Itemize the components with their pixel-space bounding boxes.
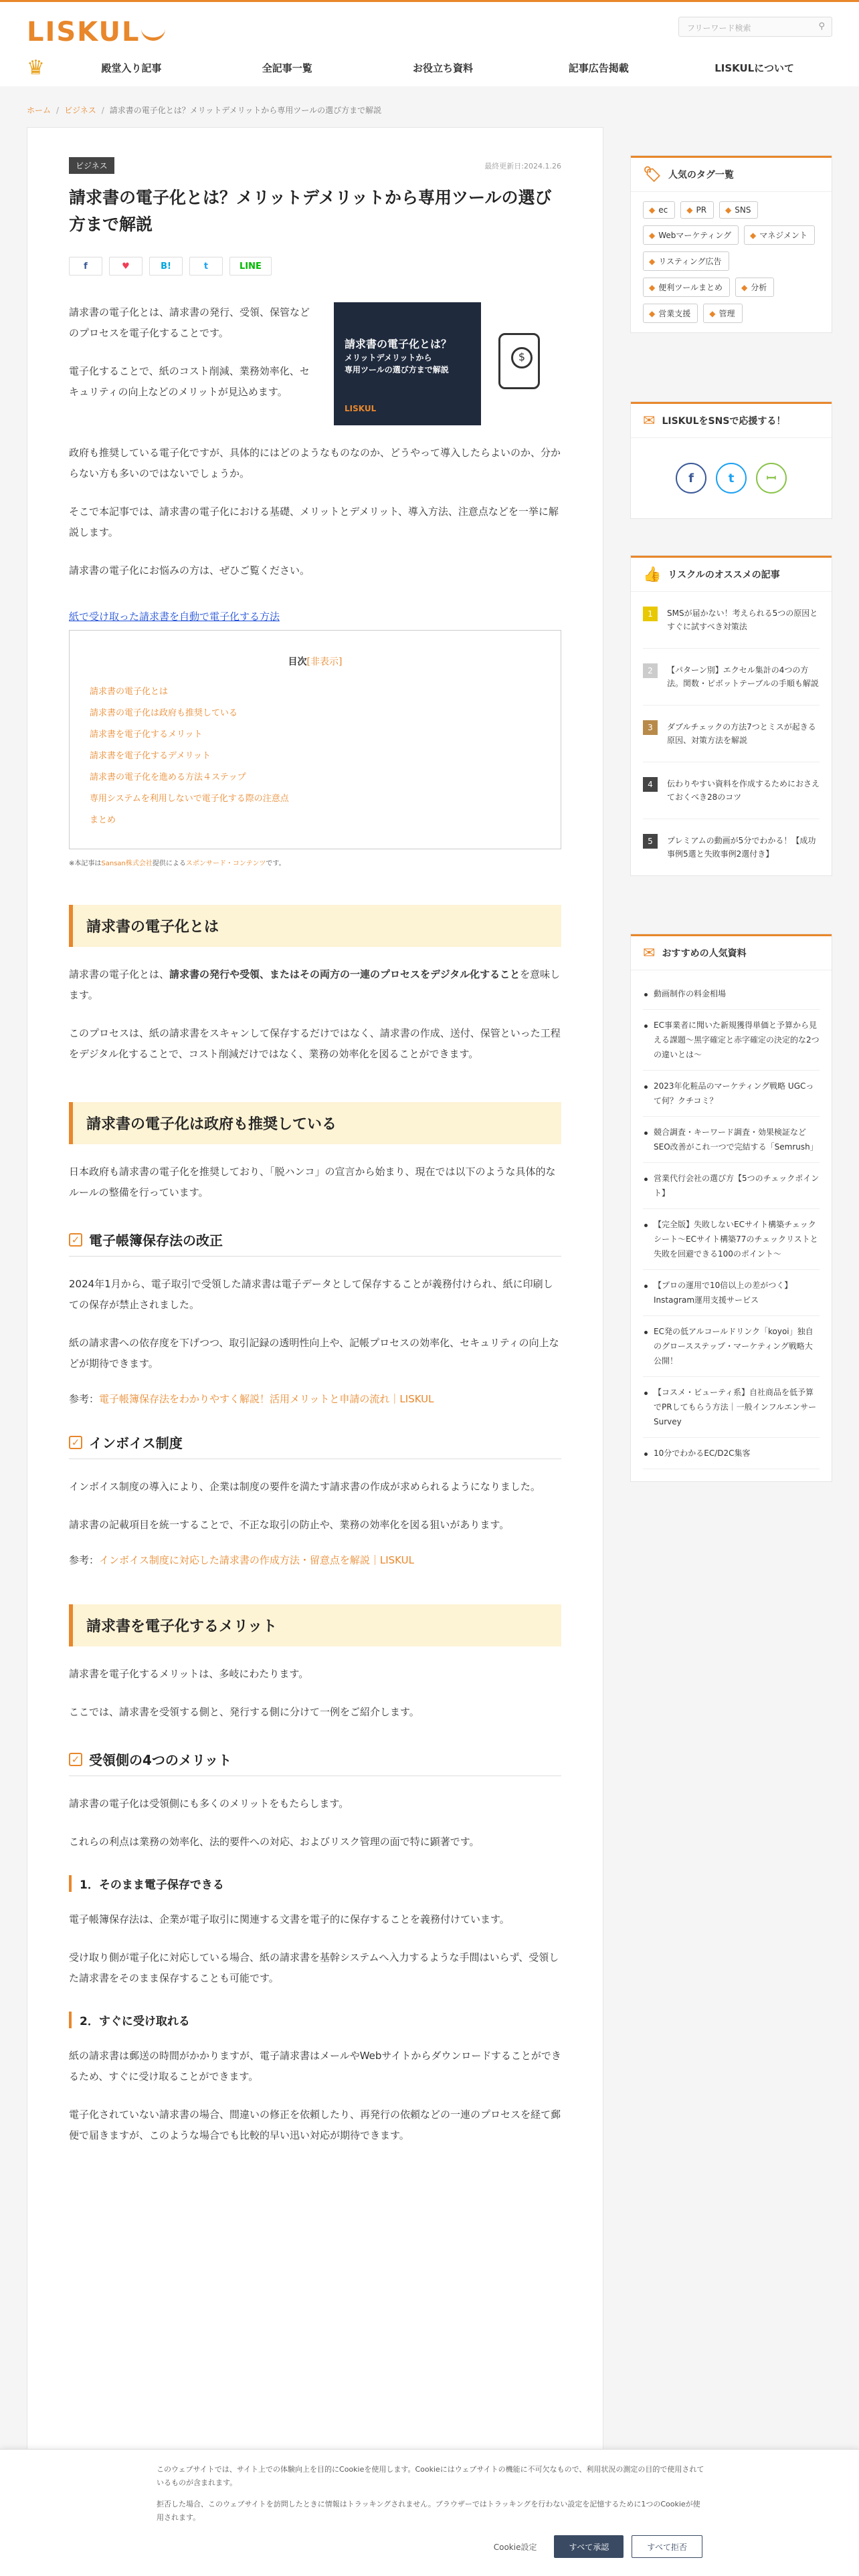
intro-paragraph: そこで本記事では、請求書の電子化における基礎、メリットとデメリット、導入方法、注意点などを一挙に解説します。 — [69, 506, 559, 538]
sns-feedly-button[interactable]: ꟷ — [756, 463, 787, 494]
intro-paragraph: 請求書の電子化にお悩みの方は、ぜひご覧ください。 — [69, 564, 310, 576]
toc-item[interactable]: 請求書の電子化を進める方法４ステップ — [90, 772, 246, 782]
sponsor-note: ※本記事はSansan株式会社提供によるスポンサード・コンテンツです。 — [69, 860, 286, 867]
tag-link[interactable]: ◆ リスティング広告 — [643, 251, 729, 271]
resource-link[interactable]: 2023年化粧品のマーケティング戦略 UGCって何？クチコミ？ — [643, 1071, 820, 1117]
reference-link[interactable]: インボイス制度に対応した請求書の作成方法・留意点を解説｜LISKUL — [99, 1554, 414, 1566]
resource-link[interactable]: 競合調査・キーワード調査・効果検証などSEO改善がこれ一つで完結する「Semrush」 — [643, 1117, 820, 1163]
tag-icon: 🏷 — [643, 166, 662, 183]
updated-date: 最終更新日:2024.1.26 — [484, 161, 561, 171]
resource-link[interactable]: 【プロの運用で10倍以上の差がつく】Instagram運用支援サービス — [643, 1270, 820, 1316]
eyecatch-image: 請求書の電子化とは？ メリットデメリットから 専用ツールの選び方まで解説 LISKUL $ — [334, 302, 561, 425]
sidebar-resources: ✉ おすすめの人気資料 動画制作の料金相場 EC事業者に聞いた新規獲得単価と予算から見える課題〜黒字確定と赤字確定の決定的な2つの違いとは〜 2023年化粧品のマーケティング戦略 UGCって何？クチコミ？ 競合調査・キーワード調査・効果検証などSEO改善がこれ一つで完結する「Semrush」 営業代行会社の選び方【5つのチェックポイント】 【完全版】失敗しないECサイト構築チェックシート〜ECサイト構築77のチェックリストと失敗を回避できる100のポイント〜 【プロの運用で10倍以上の差がつく】Instagram運用支援サービス EC発の低アルコールドリンク「koyoi」独自のグロースステップ・マーケティング戦略大公開！ 【コスメ・ビューティ系】自社商品を低予算でPRしてもらう方法｜一般インフルエンサーSurvey 10分でわかるEC/D2C集客 — [630, 934, 832, 1482]
recommended-article[interactable]: 3 ダブルチェックの方法7つとミスが起きる原因、対策方法を解説 — [643, 706, 820, 762]
reference: 参考：インボイス制度に対応した請求書の作成方法・留意点を解説｜LISKUL — [69, 1554, 414, 1566]
resource-link[interactable]: 営業代行会社の選び方【5つのチェックポイント】 — [643, 1163, 820, 1209]
cookie-text: このウェブサイトでは、サイト上での体験向上を目的にCookieを使用します。Cookieにはウェブサイトの機能に不可欠なもので、利用状況の測定の目的で使用されているものが含まれます。 — [157, 2465, 704, 2487]
nav-all-articles[interactable]: 全記事一覧 — [262, 62, 312, 74]
tag-link[interactable]: ◆ 便利ツールまとめ — [643, 278, 730, 297]
thumbs-up-icon: 👍 — [643, 566, 662, 583]
share-facebook-button[interactable]: f — [69, 257, 102, 276]
tag-link[interactable]: ◆ Webマーケティング — [643, 225, 739, 245]
breadcrumb-current: 請求書の電子化とは？メリットデメリットから専用ツールの選び方まで解説 — [109, 106, 382, 115]
section-heading: 請求書の電子化とは — [69, 905, 561, 947]
sponsored-link[interactable]: 紙で受け取った請求書を自動で電子化する方法 — [69, 611, 280, 623]
minor-heading: 1．そのまま電子保存できる — [69, 1875, 561, 1892]
resource-link[interactable]: 動画制作の料金相場 — [643, 978, 820, 1010]
paragraph: ここでは、請求書を受領する側と、発行する側に分けて一例をご紹介します。 — [69, 1706, 419, 1718]
reference: 参考：電子帳簿保存法をわかりやすく解説！活用メリットと申請の流れ｜LISKUL — [69, 1393, 434, 1405]
minor-heading: 2．すぐに受け取れる — [69, 2012, 561, 2028]
tag-link[interactable]: ◆ マネジメント — [744, 225, 815, 245]
paragraph: このプロセスは、紙の請求書をスキャンして保存するだけではなく、請求書の作成、送付、保管といった工程をデジタル化することで、コスト削減だけではなく、業務の効率化を図ることができます。 — [69, 1027, 561, 1060]
paragraph: 電子帳簿保存法は、企業が電子取引に関連する文書を電子的に保存することを義務付けています。 — [69, 1913, 510, 1925]
toc-toggle[interactable]: [非表示] — [306, 657, 343, 667]
article-title: 請求書の電子化とは？メリットデメリットから専用ツールの選び方まで解説 — [69, 188, 552, 234]
sponsored-content-link[interactable]: スポンサード・コンテンツ — [185, 860, 266, 867]
checkbox-icon: ✓ — [69, 1233, 82, 1247]
recommended-article[interactable]: 1 SMSが届かない！考えられる5つの原因とすぐに試すべき対策法 — [643, 592, 820, 649]
invoice-device-icon — [498, 333, 540, 389]
breadcrumb-home[interactable]: ホーム — [27, 106, 52, 115]
search-input[interactable]: フリーワード検索 ⚲ — [678, 17, 832, 37]
cookie-banner — [0, 2449, 859, 2576]
checkbox-icon: ✓ — [69, 1753, 82, 1766]
breadcrumb: ホーム / ビジネス / 請求書の電子化とは？メリットデメリットから専用ツールの選び方まで解説 — [27, 106, 382, 115]
paragraph: 請求書を電子化するメリットは、多岐にわたります。 — [69, 1668, 309, 1680]
paragraph: 請求書の記載項目を統一することで、不正な取引の防止や、業務の効率化を図る狙いがあります。 — [69, 1519, 510, 1531]
share-hatena-button[interactable]: B! — [149, 257, 183, 276]
cookie-text: 拒否した場合、このウェブサイトを訪問したときに情報はトラッキングされません。ブラウザーではトラッキングを行わない設定を記憶するために1つのCookieが使用されます。 — [157, 2500, 700, 2522]
resource-link[interactable]: 【完全版】失敗しないECサイト構築チェックシート〜ECサイト構築77のチェックリストと失敗を回避できる100のポイント〜 — [643, 1209, 820, 1270]
paragraph: 電子化されていない請求書の場合、間違いの修正を依頼したり、再発行の依頼などの一連のプロセスを経て郵便で届きますが、このような場合でも比較的早い迅い対応が期待できます。 — [69, 2109, 561, 2141]
subsection-heading: ✓ 電子帳簿保存法の改正 — [69, 1230, 561, 1257]
subsection-heading: ✓ インボイス制度 — [69, 1432, 561, 1459]
sidebar-sns: ✉ LISKULをSNSで応援する！ f t ꟷ — [630, 401, 832, 519]
tag-link[interactable]: ◆ 管理 — [703, 304, 742, 323]
table-of-contents: 目次[非表示] 請求書の電子化とは 請求書の電子化は政府も推奨している 請求書を電子化するメリット 請求書を電子化するデメリット 請求書の電子化を進める方法４ステップ 専用システムを利用しないで電子化する際の注意点 まとめ — [69, 630, 561, 849]
crown-icon: ♛ — [27, 56, 45, 80]
sns-facebook-button[interactable]: f — [676, 463, 706, 494]
mail-icon: ✉ — [643, 944, 656, 962]
reject-all-button[interactable]: すべて拒否 — [632, 2535, 702, 2558]
logo-swoosh-icon — [141, 27, 165, 41]
sponsor-name-link[interactable]: Sansan株式会社 — [101, 860, 153, 867]
toc-item[interactable]: 請求書を電子化するデメリット — [90, 751, 211, 761]
resource-link[interactable]: EC発の低アルコールドリンク「koyoi」独自のグロースステップ・マーケティング戦略大公開！ — [643, 1316, 820, 1377]
toc-item[interactable]: 請求書を電子化するメリット — [90, 730, 203, 740]
sidebar-tags: 🏷 人気のタグ一覧 ◆ ec ◆ PR ◆ SNS ◆ Webマーケティング ◆ マネジメント ◆ リスティング広告 ◆ 便利ツールまとめ ◆ 分析 ◆ 営業支援 ◆ 管理 — [630, 155, 832, 333]
article-main — [27, 127, 603, 2454]
paragraph: 紙の請求書は郵送の時間がかかりますが、電子請求書はメールやWebサイトからダウンロードすることができるため、すぐに受け取ることができます。 — [69, 2050, 561, 2082]
sns-twitter-button[interactable]: t — [716, 463, 747, 494]
tag-link[interactable]: ◆ 営業支援 — [643, 304, 698, 323]
site-logo[interactable]: LISKUL — [27, 17, 165, 47]
toc-item[interactable]: 請求書の電子化とは — [90, 687, 169, 697]
sidebar-recommended: 👍 リスクルのオススメの記事 1 SMSが届かない！考えられる5つの原因とすぐに試すべき対策法 2 【パターン別】エクセル集計の4つの方法。関数・ピボットテーブルの手順も解説 3 ダブルチェックの方法7つとミスが起きる原因、対策方法を解説 4 伝わりやすい資料を作成するためにおさえておくべき28のコツ 5 プレミアムの動画が5分でわかる！【成功事例5選と失敗事例2選付き】 — [630, 555, 832, 876]
paragraph: 請求書の電子化とは、請求書の発行や受領、またはその両方の一連のプロセスをデジタル化することを意味します。 — [69, 968, 561, 1001]
global-nav — [27, 54, 832, 81]
reference-link[interactable]: 電子帳簿保存法をわかりやすく解説！活用メリットと申請の流れ｜LISKUL — [99, 1393, 434, 1405]
paragraph: 2024年1月から、電子取引で受領した請求書は電子データとして保存することが義務付けられ、紙に印刷しての保存が禁止されました。 — [69, 1278, 553, 1311]
share-twitter-button[interactable]: t — [189, 257, 223, 276]
toc-item[interactable]: 請求書の電子化は政府も推奨している — [90, 708, 238, 718]
accept-all-button[interactable]: すべて承認 — [554, 2535, 624, 2558]
section-heading: 請求書の電子化は政府も推奨している — [69, 1102, 561, 1144]
intro-paragraph: 請求書の電子化とは、請求書の発行、受領、保管などのプロセスを電子化することです。 — [69, 306, 310, 339]
toc-item[interactable]: 専用システムを利用しないで電子化する際の注意点 — [90, 794, 289, 804]
recommended-article[interactable]: 5 プレミアムの動画が5分でわかる！【成功事例5選と失敗事例2選付き】 — [643, 819, 820, 875]
site-header — [0, 2, 859, 86]
paragraph: 請求書の電子化は受領側にも多くのメリットをもたらします。 — [69, 1798, 349, 1810]
tag-link[interactable]: ◆ ec — [643, 201, 675, 219]
toc-item[interactable]: まとめ — [90, 815, 116, 825]
share-line-button[interactable]: LINE — [229, 257, 272, 276]
category-badge[interactable]: ビジネス — [69, 157, 114, 174]
nav-ad-placement[interactable]: 記事広告掲載 — [568, 62, 629, 74]
tag-link[interactable]: ◆ 分析 — [735, 278, 774, 297]
mail-icon: ✉ — [643, 412, 656, 429]
breadcrumb-category[interactable]: ビジネス — [64, 106, 96, 115]
intro-paragraph: 政府も推奨している電子化ですが、具体的にはどのようなものなのか、どうやって導入したらよいのか、分からない方も多いのではないでしょうか。 — [69, 447, 561, 479]
tag-link[interactable]: ◆ SNS — [719, 201, 758, 219]
subsection-heading: ✓ 受領側の4つのメリット — [69, 1749, 561, 1776]
nav-about[interactable]: LISKULについて — [714, 62, 794, 74]
paragraph: インボイス制度の導入により、企業は制度の要件を満たす請求書の作成が求められるようになりました。 — [69, 1481, 541, 1493]
tag-link[interactable]: ◆ PR — [680, 201, 714, 219]
share-buttons — [69, 257, 561, 276]
checkbox-icon: ✓ — [69, 1436, 82, 1449]
resource-link[interactable]: 10分でわかるEC/D2C集客 — [643, 1438, 820, 1469]
recommended-article[interactable]: 4 伝わりやすい資料を作成するためにおさえておくべき28のコツ — [643, 762, 820, 819]
share-pocket-button[interactable]: ♥ — [109, 257, 142, 276]
intro-paragraph: 電子化することで、紙のコスト削減、業務効率化、セキュリティの向上などのメリットが見込めます。 — [69, 365, 310, 398]
resource-link[interactable]: EC事業者に聞いた新規獲得単価と予算から見える課題〜黒字確定と赤字確定の決定的な2つの違いとは〜 — [643, 1010, 820, 1071]
resource-link[interactable]: 【コスメ・ビューティ系】自社商品を低予算でPRしてもらう方法｜一般インフルエンサーSurvey — [643, 1377, 820, 1438]
paragraph: 受け取り側が電子化に対応している場合、紙の請求書を基幹システムへ入力するような手間はいらず、受領した請求書をそのまま保存することも可能です。 — [69, 1951, 559, 1984]
paragraph: 日本政府も請求書の電子化を推奨しており、「脱ハンコ」の宣言から始まり、現在では以下のような具体的なルールの整備を行っています。 — [69, 1166, 556, 1198]
paragraph: これらの利点は業務の効率化、法的要件への対応、およびリスク管理の面で特に顕著です。 — [69, 1836, 480, 1848]
recommended-article[interactable]: 2 【パターン別】エクセル集計の4つの方法。関数・ピボットテーブルの手順も解説 — [643, 649, 820, 706]
nav-hall-of-fame[interactable]: 殿堂入り記事 — [101, 62, 162, 74]
search-icon[interactable]: ⚲ — [818, 21, 825, 31]
cookie-settings-button[interactable]: Cookie設定 — [493, 2542, 537, 2552]
nav-resources[interactable]: お役立ち資料 — [412, 62, 473, 74]
section-heading: 請求書を電子化するメリット — [69, 1604, 561, 1646]
paragraph: 紙の請求書への依存度を下げつつ、取引記録の透明性向上や、記帳プロセスの効率化、セキュリティの向上などが期待できます。 — [69, 1337, 559, 1370]
